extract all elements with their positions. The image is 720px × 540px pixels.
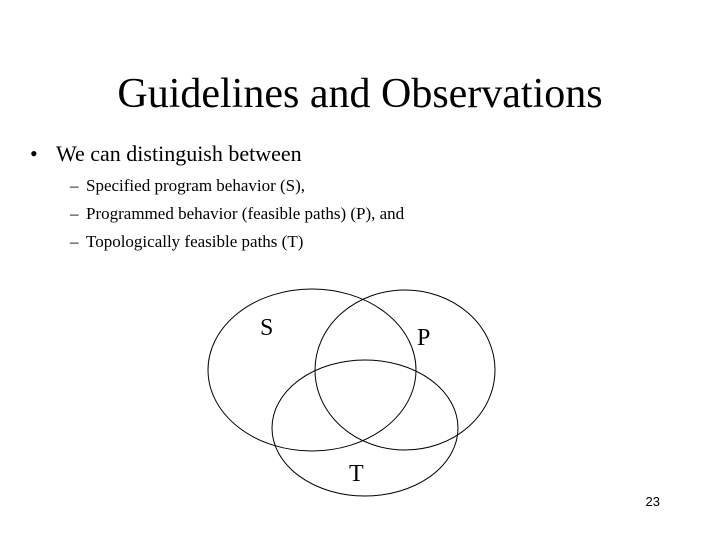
sub-bullet-text: Specified program behavior (S), <box>86 176 306 195</box>
venn-circle-t <box>272 360 458 496</box>
venn-label-s: S <box>260 315 274 341</box>
slide-number: 23 <box>645 494 660 509</box>
venn-label-t: T <box>349 461 364 487</box>
dash-marker: – <box>70 232 79 251</box>
bullet-marker: • <box>30 141 38 166</box>
dash-marker: – <box>70 176 79 195</box>
sub-bullet-text: Topologically feasible paths (T) <box>86 232 304 251</box>
venn-label-p: P <box>417 325 431 351</box>
venn-circle-s <box>208 289 416 451</box>
slide-title: Guidelines and Observations <box>117 71 603 117</box>
venn-circle-p <box>315 290 495 450</box>
sub-bullet-text: Programmed behavior (feasible paths) (P), and <box>86 204 405 223</box>
bullet-text: We can distinguish between <box>56 141 302 166</box>
dash-marker: – <box>70 204 79 223</box>
